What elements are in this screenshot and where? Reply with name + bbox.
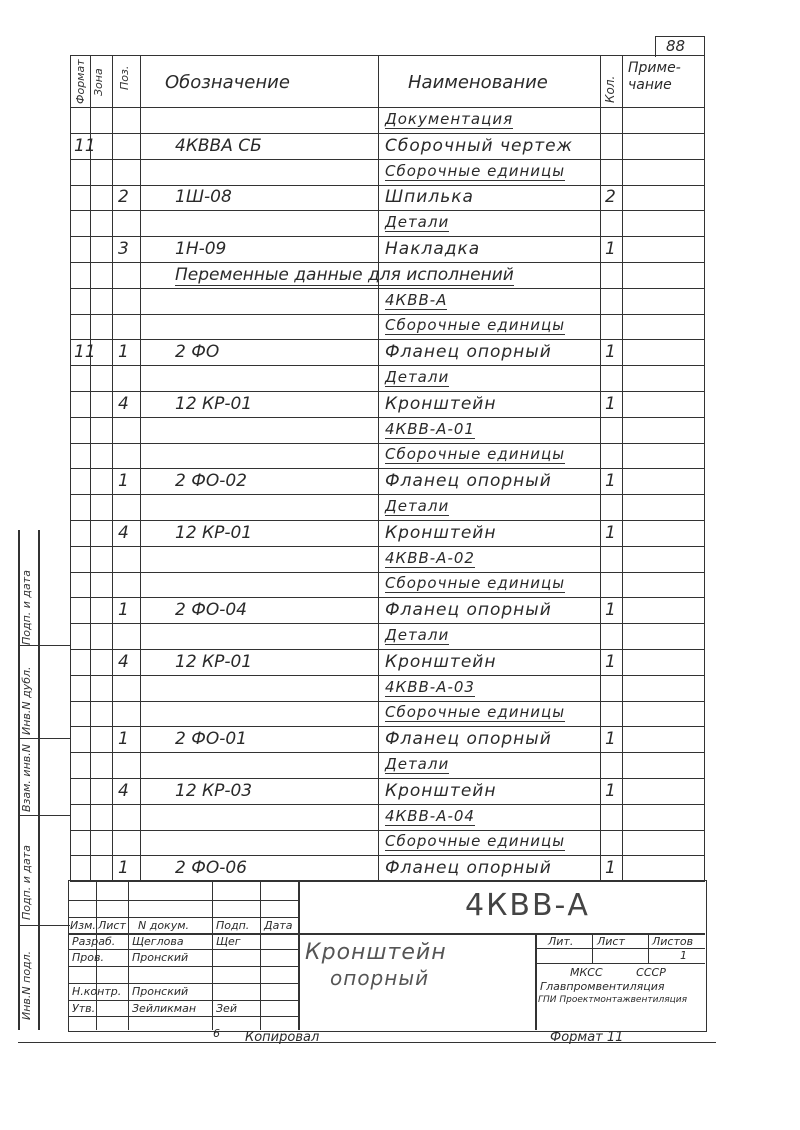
stamp-lit-header: Лит. <box>548 935 574 948</box>
stamp-title-line2: опорный <box>330 966 430 990</box>
row-section-title: 4КВВ-А-03 <box>385 678 475 696</box>
row-line <box>70 314 705 315</box>
row-quantity: 1 <box>605 600 616 620</box>
row-section-title: Документация <box>385 110 514 128</box>
row-name: Накладка <box>385 239 481 259</box>
stamp-org-line2: Главпромвентиляция <box>540 980 665 993</box>
header-note: Приме-чание <box>628 60 681 93</box>
row-line <box>70 159 705 160</box>
stamp-person-checked: Пронский <box>132 951 189 964</box>
stamp-sign-developed: Щег <box>216 935 241 948</box>
stamp-org-line1: МКСС СССР <box>570 966 666 979</box>
stamp-role-checked: Пров. <box>72 951 104 964</box>
margin-label-sign-date-2: Подп. и дата <box>20 845 33 920</box>
stamp-role-approved: Утв. <box>72 1002 96 1015</box>
margin-label-replace-inv: Взам. инв.N <box>20 744 33 812</box>
row-line <box>70 443 705 444</box>
row-section-title: Детали <box>385 497 450 515</box>
header-qty: Кол. <box>603 75 617 103</box>
row-name: Фланец опорный <box>385 858 552 878</box>
row-line <box>70 365 705 366</box>
row-position: 4 <box>118 523 129 543</box>
margin-label-dup-inv: Инв.N дубл. <box>20 666 33 735</box>
stamp-sheets-value: 1 <box>680 949 687 962</box>
row-quantity: 1 <box>605 239 616 259</box>
row-line <box>70 649 705 650</box>
page-number-box <box>655 36 705 57</box>
stamp-sheets-header: Листов <box>652 935 694 948</box>
row-designation: 2 ФО-06 <box>175 858 248 878</box>
row-line <box>70 804 705 805</box>
row-line <box>70 752 705 753</box>
row-name: Кронштейн <box>385 652 497 672</box>
row-line <box>70 572 705 573</box>
row-line <box>70 185 705 186</box>
row-designation: 1Ш-08 <box>175 187 232 207</box>
row-line <box>70 830 705 831</box>
row-line <box>70 133 705 134</box>
margin-label-sign-date-1: Подп. и дата <box>20 570 33 645</box>
footer-copied: Копировал <box>245 1030 320 1045</box>
row-name: Кронштейн <box>385 523 497 543</box>
row-line <box>70 675 705 676</box>
stamp-doc-code: 4КВВ-А <box>465 888 590 923</box>
row-line <box>70 339 705 340</box>
row-line <box>70 468 705 469</box>
row-line <box>70 210 705 211</box>
stamp-org-line3: ГПИ Проектмонтажвентиляция <box>538 995 687 1005</box>
header-format: Формат <box>74 59 87 104</box>
row-name: Шпилька <box>385 187 474 207</box>
row-designation: 4КВВА СБ <box>175 136 262 156</box>
row-line <box>70 546 705 547</box>
row-line <box>70 623 705 624</box>
stamp-person-developed: Щеглова <box>132 935 184 948</box>
row-section-title: Детали <box>385 368 450 386</box>
row-quantity: 1 <box>605 858 616 878</box>
stamp-role-developed: Разраб. <box>72 935 116 948</box>
row-section-title: Детали <box>385 755 450 773</box>
row-quantity: 1 <box>605 523 616 543</box>
row-name: Кронштейн <box>385 781 497 801</box>
row-line <box>70 236 705 237</box>
row-position: 1 <box>118 342 129 362</box>
row-designation: 12 КР-01 <box>175 523 253 543</box>
row-line <box>70 597 705 598</box>
row-quantity: 1 <box>605 781 616 801</box>
row-section-title: Сборочные единицы <box>385 445 566 463</box>
row-name: Фланец опорный <box>385 729 552 749</box>
row-section-title: Сборочные единицы <box>385 162 566 180</box>
stamp-col-docnum: N докум. <box>138 919 190 932</box>
stamp-role-normcontrol: Н.контр. <box>72 985 122 998</box>
row-line <box>70 417 705 418</box>
row-position: 4 <box>118 781 129 801</box>
row-section-title: Сборочные единицы <box>385 574 566 592</box>
stamp-sheet-header: Лист <box>597 935 625 948</box>
stamp-title-line1: Кронштейн <box>305 940 447 965</box>
row-position: 4 <box>118 652 129 672</box>
row-position: 1 <box>118 471 129 491</box>
footer-mark: 6 <box>213 1027 220 1040</box>
row-variant-header: Переменные данные для исполнений <box>175 265 514 285</box>
row-line <box>70 855 705 856</box>
row-line <box>70 494 705 495</box>
row-designation: 12 КР-01 <box>175 394 253 414</box>
row-line <box>70 726 705 727</box>
row-designation: 2 ФО-02 <box>175 471 248 491</box>
header-designation: Обозначение <box>165 72 290 93</box>
stamp-sign-approved: Зей <box>216 1002 237 1015</box>
row-name: Фланец опорный <box>385 600 552 620</box>
row-designation: 2 ФО-04 <box>175 600 248 620</box>
row-name: Фланец опорный <box>385 342 552 362</box>
row-section-title: 4КВВ-А <box>385 291 448 309</box>
row-line <box>70 391 705 392</box>
stamp-person-approved: Зейликман <box>132 1002 197 1015</box>
row-name: Сборочный чертеж <box>385 136 573 156</box>
row-position: 1 <box>118 858 129 878</box>
row-position: 1 <box>118 600 129 620</box>
row-section-title: 4КВВ-А-04 <box>385 807 475 825</box>
row-line <box>70 288 705 289</box>
header-name: Наименование <box>408 72 548 93</box>
header-pos: Поз. <box>118 65 131 90</box>
row-quantity: 1 <box>605 471 616 491</box>
page-number: 88 <box>666 37 686 55</box>
row-designation: 12 КР-01 <box>175 652 253 672</box>
row-section-title: Детали <box>385 626 450 644</box>
row-quantity: 1 <box>605 394 616 414</box>
row-line <box>70 262 705 263</box>
row-designation: 12 КР-03 <box>175 781 253 801</box>
row-quantity: 1 <box>605 652 616 672</box>
row-section-title: 4КВВ-А-01 <box>385 420 475 438</box>
stamp-col-sign: Подп. <box>216 919 250 932</box>
row-position: 4 <box>118 394 129 414</box>
row-format: 11 <box>74 136 96 156</box>
margin-label-orig-inv: Инв.N подл. <box>20 950 33 1020</box>
row-line <box>70 701 705 702</box>
row-position: 2 <box>118 187 129 207</box>
row-line <box>70 520 705 521</box>
row-position: 3 <box>118 239 129 259</box>
row-section-title: Сборочные единицы <box>385 832 566 850</box>
row-quantity: 1 <box>605 342 616 362</box>
row-format: 11 <box>74 342 96 362</box>
row-section-title: Сборочные единицы <box>385 703 566 721</box>
row-quantity: 2 <box>605 187 616 207</box>
footer-format: Формат 11 <box>550 1030 624 1045</box>
row-name: Кронштейн <box>385 394 497 414</box>
row-line <box>70 778 705 779</box>
row-section-title: 4КВВ-А-02 <box>385 549 475 567</box>
row-quantity: 1 <box>605 729 616 749</box>
row-section-title: Детали <box>385 213 450 231</box>
stamp-col-date: Дата <box>264 919 293 932</box>
stamp-col-change: Изм. <box>70 919 96 932</box>
row-section-title: Сборочные единицы <box>385 316 566 334</box>
stamp-col-sheet: Лист <box>98 919 126 932</box>
row-designation: 2 ФО-01 <box>175 729 248 749</box>
row-position: 1 <box>118 729 129 749</box>
row-designation: 1Н-09 <box>175 239 227 259</box>
header-zone: Зона <box>92 68 105 96</box>
row-designation: 2 ФО <box>175 342 220 362</box>
stamp-person-normcontrol: Пронский <box>132 985 189 998</box>
row-name: Фланец опорный <box>385 471 552 491</box>
